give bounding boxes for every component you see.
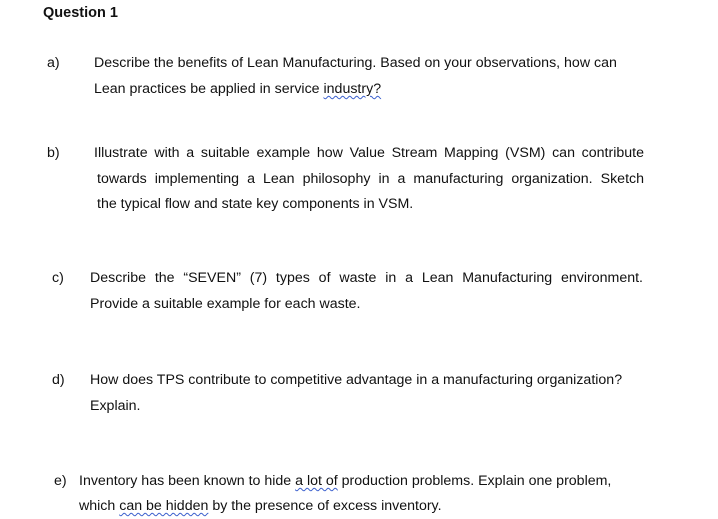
grammar-flagged-text[interactable]: industry? <box>323 81 382 97</box>
question-e-line <box>79 497 442 515</box>
question-e-label: e) <box>54 473 67 489</box>
question-c-line: Describe the “SEVEN” (7) types of waste in a Lean Manufacturing environment. <box>90 270 643 286</box>
text: by the presence of excess inventory. <box>208 498 442 514</box>
question-c-line: Provide a suitable example for each waste. <box>90 296 361 312</box>
question-a-line: Describe the benefits of Lean Manufacturing. Based on your observations, how can <box>94 55 617 71</box>
text: production problems. Explain one problem, <box>337 473 612 489</box>
question-e-line <box>79 472 611 490</box>
text: Lean practices be applied in service <box>94 81 324 97</box>
question-a-line <box>94 80 381 98</box>
text: Inventory has been known to hide <box>79 473 296 489</box>
question-d-line: Explain. <box>90 398 141 414</box>
question-d-label: d) <box>52 372 65 388</box>
grammar-flagged-text[interactable]: a lot of <box>295 473 338 489</box>
grammar-flagged-text[interactable]: can be hidden <box>119 498 209 514</box>
question-a-label: a) <box>47 55 60 71</box>
question-b-label: b) <box>47 145 60 161</box>
question-b-line: the typical flow and state key components in VSM. <box>97 196 414 212</box>
text: which <box>79 498 120 514</box>
question-c-label: c) <box>52 270 64 286</box>
question-b-line: towards implementing a Lean philosophy in a manufacturing organization. Sketch <box>97 171 644 187</box>
question-d-line: How does TPS contribute to competitive advantage in a manufacturing organization? <box>90 372 623 388</box>
question-b-line: Illustrate with a suitable example how Value Stream Mapping (VSM) can contribute <box>94 145 644 161</box>
question-title: Question 1 <box>43 5 118 21</box>
